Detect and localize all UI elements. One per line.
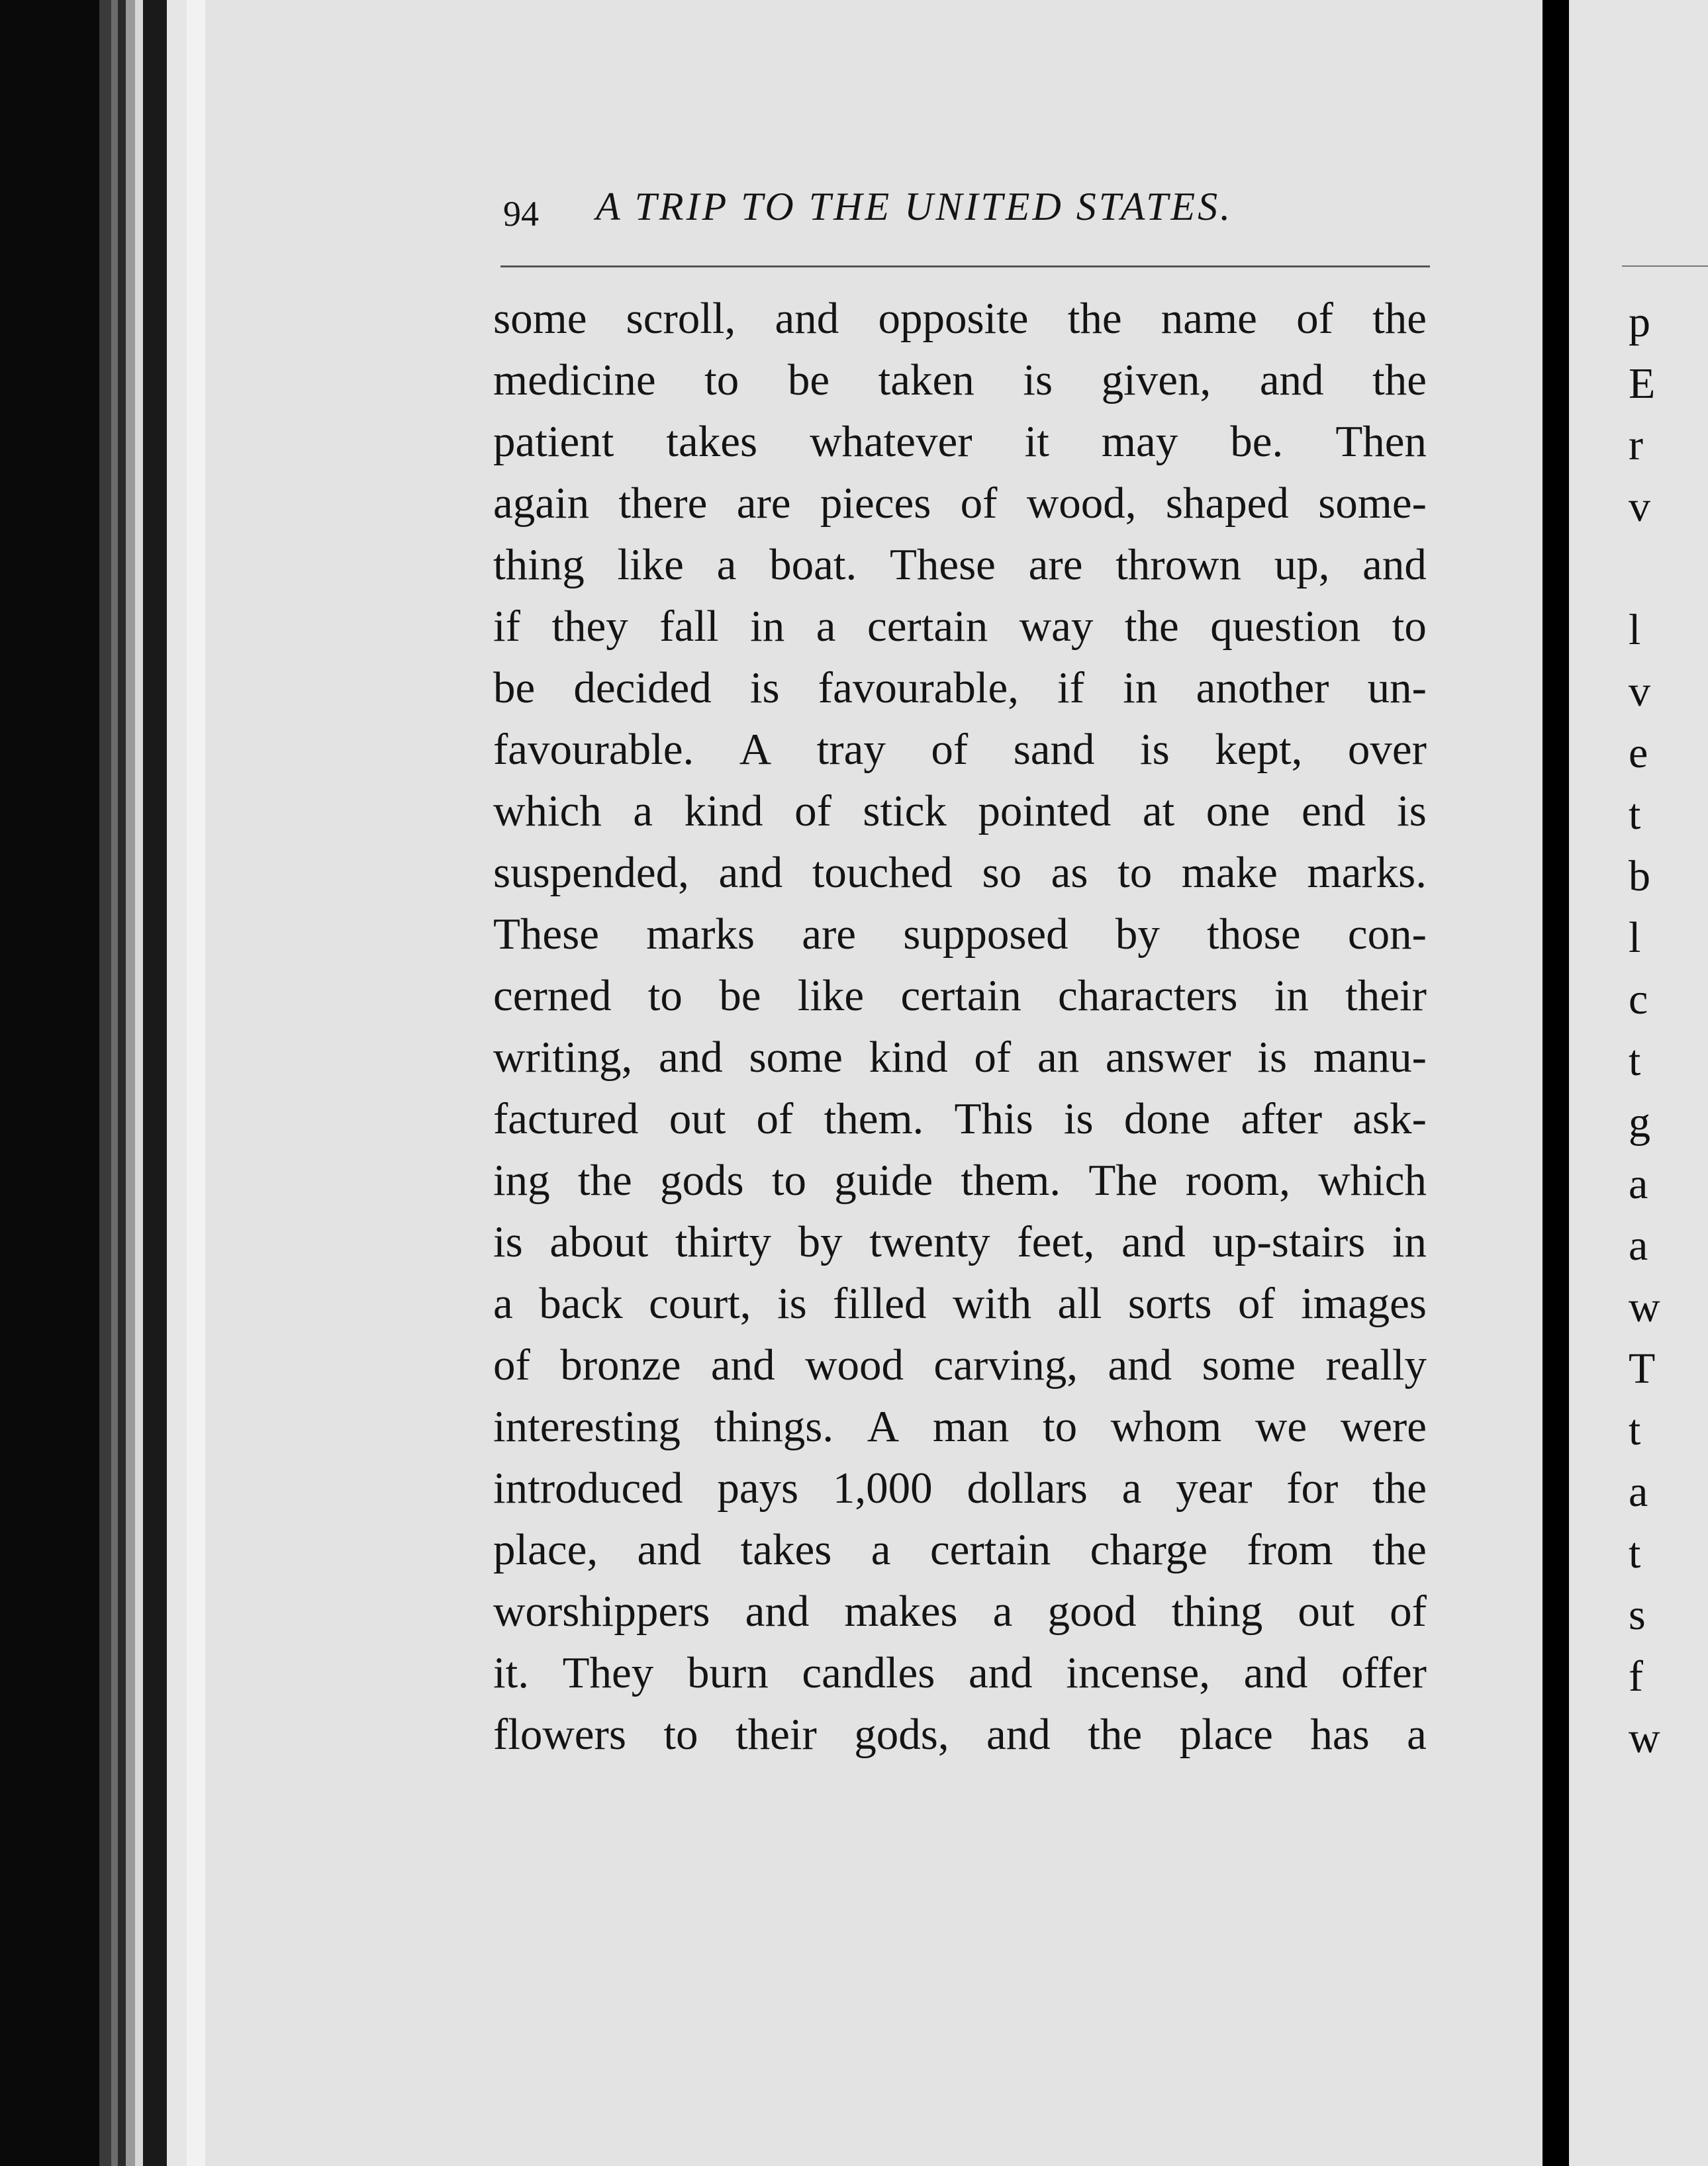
running-title: A TRIP TO THE UNITED STATES. [596,185,1233,228]
facing-page-text [1629,291,1708,1769]
page-edge-strip [111,0,118,2166]
text-line: be decided is favourable, if in another un- [493,663,1427,712]
text-line: which a kind of stick pointed at one end is [493,786,1427,835]
facing-line-fragment: g [1629,1098,1650,1147]
text-line: These marks are supposed by those con- [493,910,1427,959]
facing-line-fragment: s [1629,1591,1646,1639]
facing-line-fragment: E [1629,359,1656,408]
facing-line-fragment: t [1629,790,1641,839]
facing-line-fragment: r [1629,421,1643,469]
text-line: again there are pieces of wood, shaped some- [493,479,1427,528]
facing-line-fragment: b [1629,852,1650,900]
text-line: interesting things. A man to whom we were [493,1402,1427,1451]
text-line: if they fall in a certain way the question to [493,602,1427,651]
text-line: of bronze and wood carving, and some really [493,1341,1427,1389]
facing-line-fragment: c [1629,975,1648,1023]
text-line: patient takes whatever it may be. Then [493,417,1427,466]
book-gutter [1542,0,1569,2166]
text-line: it. They burn candles and incense, and offer [493,1648,1427,1697]
page-number: 94 [503,194,539,234]
text-line: factured out of them. This is done after ask- [493,1094,1427,1143]
page-edge-strip [187,0,205,2166]
page-edge-strip [118,0,126,2166]
facing-line-fragment: T [1629,1344,1656,1393]
facing-line-fragment: w [1629,1714,1660,1762]
facing-line-fragment: a [1629,1468,1648,1516]
text-line: favourable. A tray of sand is kept, over [493,725,1427,774]
facing-line-fragment: a [1629,1160,1648,1208]
facing-line-fragment: t [1629,1529,1641,1577]
facing-line-fragment: f [1629,1652,1643,1701]
facing-line-fragment: a [1629,1221,1648,1270]
facing-header-rule [1622,265,1708,267]
text-line: suspended, and touched so as to make marks. [493,848,1427,897]
facing-line-fragment: l [1629,914,1641,962]
text-line: thing like a boat. These are thrown up, and [493,540,1427,589]
running-head [503,184,1390,244]
text-line: is about thirty by twenty feet, and up-stairs in [493,1217,1427,1266]
facing-page [1569,0,1708,2166]
facing-line-fragment: t [1629,1406,1641,1454]
body-text [493,288,1427,1766]
page-edge-strip [135,0,143,2166]
text-line: flowers to their gods, and the place has a [493,1710,1427,1759]
text-line: ing the gods to guide them. The room, which [493,1156,1427,1205]
facing-line-fragment: t [1629,1037,1641,1085]
text-line: some scroll, and opposite the name of the [493,294,1427,343]
facing-line-fragment: v [1629,667,1650,716]
text-line: writing, and some kind of an answer is manu- [493,1033,1427,1082]
facing-line-fragment: w [1629,1283,1660,1331]
page-edge-strip [167,0,187,2166]
header-rule [500,265,1430,267]
page-edge-strip [143,0,167,2166]
text-line: cerned to be like certain characters in their [493,971,1427,1020]
text-line: medicine to be taken is given, and the [493,355,1427,404]
text-line: a back court, is filled with all sorts of images [493,1279,1427,1328]
facing-line-fragment: v [1629,483,1650,531]
text-line: place, and takes a certain charge from the [493,1525,1427,1574]
facing-line-fragment [1629,538,1708,599]
facing-line-fragment: e [1629,729,1648,777]
page-edge-strip [126,0,135,2166]
facing-line-fragment: l [1629,606,1641,654]
text-line: worshippers and makes a good thing out of [493,1587,1427,1636]
text-line: introduced pays 1,000 dollars a year for the [493,1464,1427,1513]
page-edge-strip [99,0,111,2166]
facing-line-fragment: p [1629,298,1650,346]
